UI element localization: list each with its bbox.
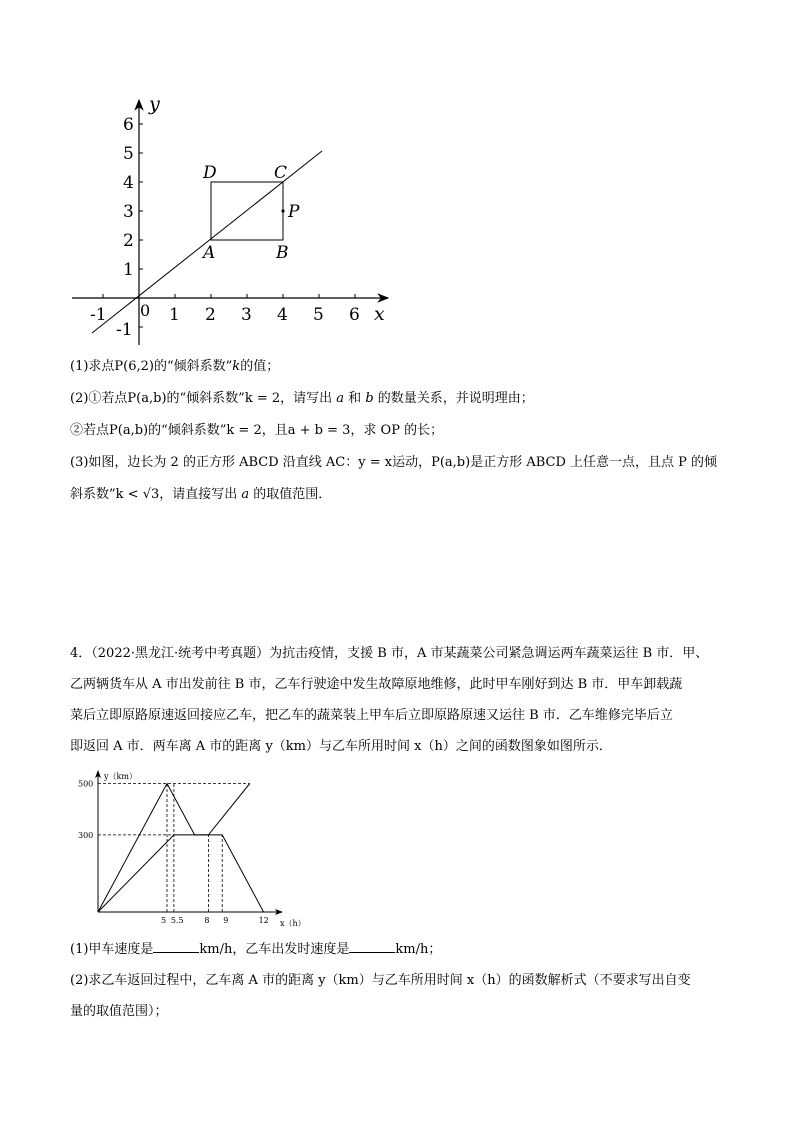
q3-part1	[70, 357, 279, 377]
origin-label: 0	[140, 301, 151, 320]
q4-sub1-a: (1)甲车速度是	[70, 942, 154, 957]
q3-part2a-a: a	[336, 391, 345, 406]
chart-y-label: y（km）	[104, 772, 137, 781]
y-tick-label: 1	[123, 260, 134, 280]
q4-sub1-c: km/h；	[395, 942, 442, 957]
point-label-p: P	[288, 202, 300, 222]
q4-line4: 即返回 A 市．两车离 A 市的距离 y（km）与乙车所用时间 x（h）之间的函数图象如图所示．	[70, 739, 612, 754]
q4-sub1-b: km/h，乙车出发时速度是	[199, 942, 350, 957]
y-tick-label: -1	[116, 320, 133, 340]
q4-sub2-line2: 量的取值范围）；	[70, 1004, 168, 1019]
q3-part2b-sum: a + b = 3	[287, 423, 351, 438]
q3-part3-eq: y = x	[358, 455, 393, 470]
answer-blank-2[interactable]	[349, 940, 395, 953]
q3-part3-line2	[70, 485, 331, 505]
q3-part3-line2-mid: ，请直接写出	[159, 487, 242, 502]
y-tick-label: 4	[123, 173, 134, 193]
q3-part2b-k: k = 2	[226, 423, 262, 438]
q3-part1-k: k	[232, 359, 241, 374]
chart-y-tick-label: 300	[78, 830, 94, 840]
point-p-dot	[281, 209, 284, 212]
q3-part2a-k: k = 2	[244, 391, 281, 406]
y-tick-label: 3	[123, 202, 134, 222]
q3-part2a-mid: ，请写出	[280, 391, 337, 406]
chart-x-tick-label: 5.5	[170, 916, 184, 925]
x-tick-label: 2	[205, 305, 216, 325]
q3-part3-line1	[70, 453, 717, 473]
x-tick-label: 6	[349, 305, 360, 325]
q3-part2a-rest: 的“倾斜系数”	[166, 391, 245, 406]
q3-part3-ineq: k < √3	[115, 487, 160, 502]
chart-y-tick-label: 500	[78, 779, 94, 789]
q3-part3-point: P(a,b)	[431, 455, 471, 470]
point-label-d: D	[203, 163, 217, 183]
chart-x-tick-label: 12	[258, 916, 269, 925]
q3-part3-prefix: (3)如图，边长为 2 的正方形 ABCD 沿直线 AC：	[70, 455, 359, 470]
q4-sub2-line1: (2)求乙车返回过程中，乙车离 A 市的距离 y（km）与乙车所用时间 x（h）的函数解析式（不要求写出自变	[70, 973, 691, 988]
x-tick-label: 3	[241, 305, 252, 325]
x-tick-label: -1	[90, 305, 107, 325]
x-axis-label: x	[374, 303, 385, 325]
q3-part2a-prefix: (2)①若点	[70, 391, 128, 406]
chart-series-line-2	[98, 835, 264, 912]
point-label-c: C	[274, 163, 288, 183]
distance-time-chart	[70, 765, 320, 935]
q3-part2b-rest: 的“倾斜系数”	[148, 423, 227, 438]
y-axis-label: y	[149, 93, 160, 115]
y-tick-label: 5	[123, 144, 134, 164]
y-tick-label: 6	[123, 115, 134, 135]
q3-part2a-end: 的数量关系，并说明理由；	[373, 391, 534, 406]
q4-line1: 4．（2022·黑龙江·统考中考真题）为抗击疫情，支援 B 市，A 市某蔬菜公司紧急调运两车蔬菜运往 B 市．甲、	[70, 646, 709, 661]
q3-part2b-mid: ，且	[261, 423, 288, 438]
q3-part3-line2-prefix: 斜系数”	[70, 487, 116, 502]
q3-part2b-prefix: ②若点	[70, 423, 110, 438]
chart-x-tick-label: 9	[223, 916, 229, 925]
q4-sub1	[70, 940, 441, 960]
q3-part2b	[70, 421, 443, 441]
q3-part2a	[70, 389, 534, 409]
q3-part1-prefix: (1)求点	[70, 359, 115, 374]
q3-part2a-and: 和	[344, 391, 366, 406]
q3-part1-rest: 的“倾斜系数”	[154, 359, 233, 374]
point-label-a: A	[203, 243, 216, 263]
q3-part2b-point: P(a,b)	[109, 423, 149, 438]
chart-series-line-1	[98, 784, 250, 913]
q3-part3-mid: 运动，	[392, 455, 432, 470]
q3-part3-end: 是正方形 ABCD 上任意一点，且点 P 的倾	[470, 455, 718, 470]
q3-part2a-b: b	[365, 391, 374, 406]
chart-x-label: x（h）	[280, 919, 306, 928]
chart-x-tick-label: 5	[161, 916, 167, 925]
answer-blank-1[interactable]	[153, 940, 199, 953]
q3-part3-line2-a: a	[241, 487, 250, 502]
chart-x-tick-label: 8	[204, 916, 210, 925]
q3-part2a-point: P(a,b)	[127, 391, 167, 406]
coordinate-figure	[60, 90, 400, 350]
q3-part1-end: 的值；	[240, 359, 280, 374]
q3-part2b-end: ，求 OP 的长；	[350, 423, 444, 438]
q3-part3-line2-end: 的取值范围．	[249, 487, 332, 502]
x-tick-label: 1	[169, 305, 180, 325]
q3-part1-point: P(6,2)	[114, 359, 154, 374]
q4-line3: 菜后立即原路原速返回接应乙车，把乙车的蔬菜装上甲车后立即原路原速又运往 B 市．乙车维修完毕后立	[70, 708, 673, 723]
q4-line2: 乙两辆货车从 A 市出发前往 B 市，乙车行驶途中发生故障原地维修，此时甲车刚好到达 B 市．甲车卸载蔬	[70, 677, 683, 692]
x-tick-label: 5	[313, 305, 324, 325]
y-tick-label: 2	[123, 231, 134, 251]
point-label-b: B	[276, 243, 289, 263]
x-tick-label: 4	[277, 305, 288, 325]
